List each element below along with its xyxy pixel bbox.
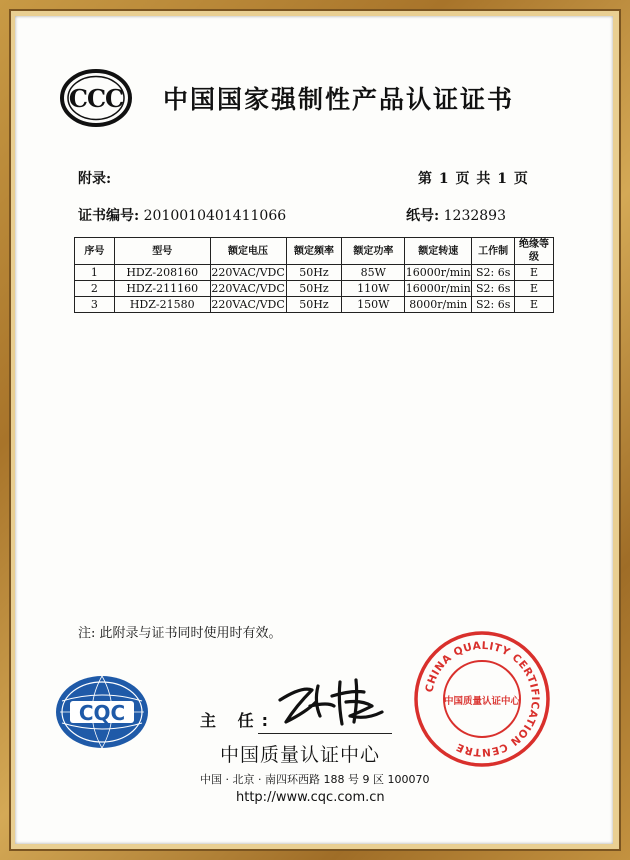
organization-website: http://www.cqc.com.cn xyxy=(236,790,385,805)
cqc-seal xyxy=(412,629,552,769)
column-header: 额定功率 xyxy=(342,238,405,265)
table-cell: 50Hz xyxy=(286,281,342,297)
table-cell: HDZ-208160 xyxy=(114,265,210,281)
ccc-logo xyxy=(60,68,132,128)
table-row xyxy=(75,281,554,297)
table-row xyxy=(75,265,554,281)
seal-outer-text: CHINA QUALITY CERTIFICATION CENTRE xyxy=(423,639,542,759)
director-label: 主 任: xyxy=(200,711,276,730)
certificate-number-label: 证书编号: xyxy=(78,208,140,224)
table-cell: 220VAC/VDC xyxy=(211,282,285,295)
column-header: 额定转速 xyxy=(405,238,472,265)
table-cell: 150W xyxy=(342,297,405,313)
table-cell: 16000r/min xyxy=(405,266,471,279)
table-cell: 85W xyxy=(342,265,405,281)
table-cell: 16000r/min xyxy=(405,282,471,295)
column-header: 额定电压 xyxy=(210,238,286,265)
paper-number-label: 纸号: xyxy=(406,208,440,224)
cqc-logo xyxy=(52,671,152,753)
table-cell: 220VAC/VDC xyxy=(211,298,285,311)
table-cell: E xyxy=(515,265,554,281)
table-cell: 110W xyxy=(342,281,405,297)
table-cell: 3 xyxy=(75,297,115,313)
ccc-logo-text: CCC xyxy=(68,84,124,113)
table-row xyxy=(75,297,554,313)
appendix-label: 附录: xyxy=(78,171,112,187)
column-header: 额定频率 xyxy=(286,238,342,265)
organization-name: 中国质量认证中心 xyxy=(220,744,381,766)
organization-address: 中国 · 北京 · 南四环西路 188 号 9 区 100070 xyxy=(200,773,430,786)
table-cell: E xyxy=(515,281,554,297)
director-signature xyxy=(272,672,392,732)
column-header: 绝缘等级 xyxy=(515,238,554,265)
table-cell: 50Hz xyxy=(286,265,342,281)
table-cell: HDZ-21580 xyxy=(114,297,210,313)
column-header: 型号 xyxy=(114,238,210,265)
signature-line xyxy=(258,733,392,734)
table-cell: 50Hz xyxy=(286,297,342,313)
paper-number xyxy=(406,205,506,225)
table-cell: S2: 6s xyxy=(472,281,515,297)
table-cell: HDZ-211160 xyxy=(114,281,210,297)
validity-note: 注: 此附录与证书同时使用时有效。 xyxy=(78,626,282,641)
column-header: 工作制 xyxy=(472,238,515,265)
table-cell: 1 xyxy=(75,265,115,281)
table-cell: S2: 6s xyxy=(472,265,515,281)
certificate-number xyxy=(78,205,286,225)
paper-number-value: 1232893 xyxy=(443,208,506,224)
table-cell: 220VAC/VDC xyxy=(211,266,285,279)
table-cell: S2: 6s xyxy=(472,297,515,313)
table-header-row xyxy=(75,238,554,265)
column-header: 序号 xyxy=(75,238,115,265)
seal-inner-text: 中国质量认证中心 xyxy=(443,696,521,707)
table-cell: E xyxy=(515,297,554,313)
table-cell: 8000r/min xyxy=(405,297,472,313)
product-spec-table xyxy=(74,237,554,313)
table-cell: 2 xyxy=(75,281,115,297)
cqc-logo-text: CQC xyxy=(78,701,126,725)
certificate-number-value: 2010010401411066 xyxy=(143,208,287,224)
certificate-title: 中国国家强制性产品认证证书 xyxy=(163,85,515,114)
page-info: 第 1 页 共 1 页 xyxy=(418,171,529,187)
